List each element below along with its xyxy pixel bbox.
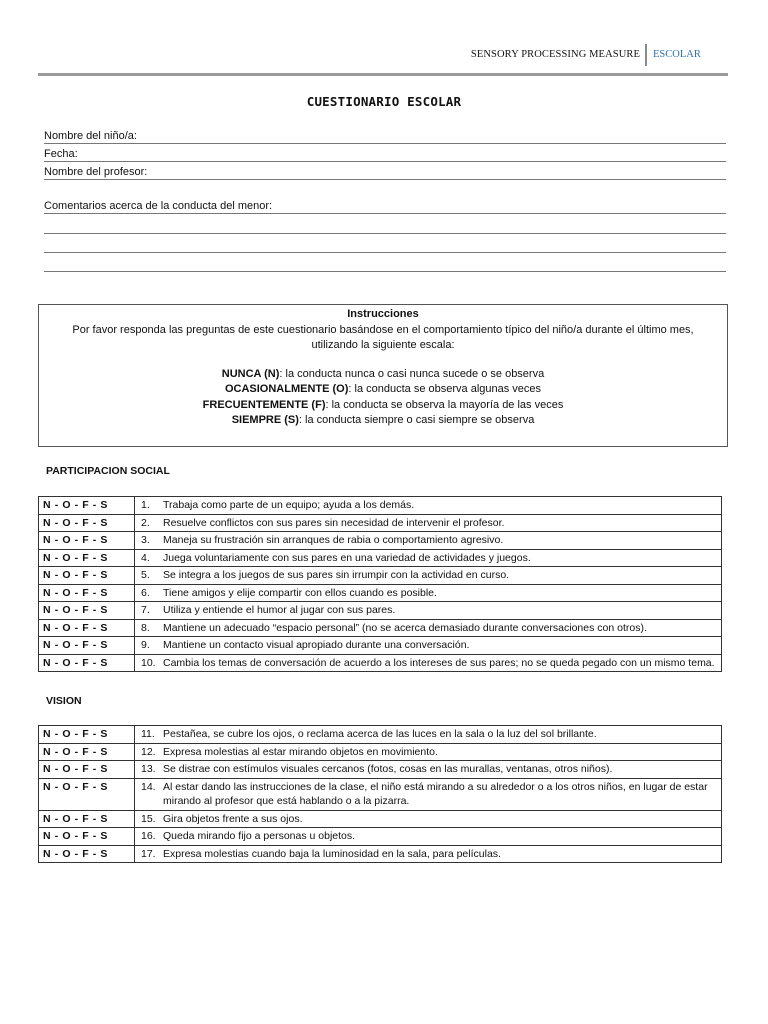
rating-scale-cell[interactable]: N - O - F - S xyxy=(39,810,135,828)
header-rule xyxy=(38,73,728,76)
question-cell xyxy=(135,514,722,532)
question-text: Expresa molestias al estar mirando objetos en movimiento. xyxy=(163,745,438,758)
table-row xyxy=(39,532,722,550)
question-text: Tiene amigos y elije compartir con ellos cuando es posible. xyxy=(163,586,437,599)
rating-scale-cell[interactable]: N - O - F - S xyxy=(39,567,135,585)
rating-scale-cell[interactable]: N - O - F - S xyxy=(39,778,135,810)
header-section: ESCOLAR xyxy=(653,49,701,60)
question-text: Gira objetos frente a sus ojos. xyxy=(163,812,303,825)
question-cell xyxy=(135,497,722,515)
rating-scale-cell[interactable]: N - O - F - S xyxy=(39,845,135,863)
instructions-title: Instrucciones xyxy=(347,308,419,320)
rating-scale-cell[interactable]: N - O - F - S xyxy=(39,602,135,620)
section-title-social: PARTICIPACION SOCIAL xyxy=(46,465,170,477)
question-text: Queda mirando fijo a personas u objetos. xyxy=(163,830,356,842)
scale-entry: SIEMPRE (S): la conducta siempre o casi siempre se observa xyxy=(231,414,535,426)
question-number: 11. xyxy=(141,728,155,740)
teacher-name-label: Nombre del profesor: xyxy=(44,166,148,178)
rating-scale-cell[interactable]: N - O - F - S xyxy=(39,497,135,515)
question-number: 7. xyxy=(141,604,150,616)
table-row xyxy=(39,778,722,810)
question-number: 12. xyxy=(141,745,156,758)
question-cell xyxy=(135,549,722,567)
question-cell xyxy=(135,743,722,761)
question-number: 15. xyxy=(141,812,156,825)
question-text: Se integra a los juegos de sus pares sin irrumpir con la actividad en curso. xyxy=(163,569,510,581)
question-cell xyxy=(135,761,722,779)
question-number: 5. xyxy=(141,569,150,581)
question-number: 14. xyxy=(141,780,156,793)
question-cell xyxy=(135,637,722,655)
question-number: 9. xyxy=(141,639,150,651)
rating-scale-cell[interactable]: N - O - F - S xyxy=(39,637,135,655)
question-number: 2. xyxy=(141,516,150,529)
section-title-vision: VISION xyxy=(46,695,82,707)
date-field[interactable] xyxy=(44,147,726,162)
child-name-label: Nombre del niño/a: xyxy=(44,130,137,142)
rating-scale-cell[interactable]: N - O - F - S xyxy=(39,761,135,779)
question-number: 16. xyxy=(141,830,156,842)
questions-table-social xyxy=(38,496,722,672)
question-cell xyxy=(135,845,722,863)
rating-scale-cell[interactable]: N - O - F - S xyxy=(39,654,135,672)
rating-scale-cell[interactable]: N - O - F - S xyxy=(39,532,135,550)
question-text: Trabaja como parte de un equipo; ayuda a los demás. xyxy=(163,499,415,511)
date-label: Fecha: xyxy=(44,148,78,160)
question-cell xyxy=(135,567,722,585)
question-number: 13. xyxy=(141,763,156,775)
comments-line[interactable] xyxy=(44,252,726,253)
question-text: Expresa molestias cuando baja la luminosidad en la sala, para películas. xyxy=(163,847,501,860)
rating-scale-cell[interactable]: N - O - F - S xyxy=(39,549,135,567)
rating-scale-cell[interactable]: N - O - F - S xyxy=(39,828,135,846)
comments-line[interactable] xyxy=(44,271,726,272)
header-title: SENSORY PROCESSING MEASURE xyxy=(470,49,640,60)
question-text: Juega voluntariamente con sus pares en una variedad de actividades y juegos. xyxy=(163,551,531,564)
question-text: Mantiene un adecuado “espacio personal” (no se acerca demasiado durante conversaciones con otros). xyxy=(163,621,647,634)
question-cell xyxy=(135,532,722,550)
rating-scale-cell[interactable]: N - O - F - S xyxy=(39,726,135,744)
table-row xyxy=(39,726,722,744)
question-cell xyxy=(135,654,722,672)
question-text: Pestañea, se cubre los ojos, o reclama acerca de las luces en la sala o la luz del sol brillante. xyxy=(163,728,597,740)
table-row xyxy=(39,810,722,828)
instructions-text: Por favor responda las preguntas de este cuestionario basándose en el comportamiento típico del niño/a durante el último mes, utilizando la siguiente escala: xyxy=(72,323,694,351)
table-row xyxy=(39,584,722,602)
question-number: 8. xyxy=(141,621,150,634)
scale-legend xyxy=(39,367,727,429)
question-text: Mantiene un contacto visual apropiado durante una conversación. xyxy=(163,639,470,651)
question-cell xyxy=(135,584,722,602)
questions-table-vision xyxy=(38,725,722,863)
table-row xyxy=(39,514,722,532)
table-row xyxy=(39,845,722,863)
rating-scale-cell[interactable]: N - O - F - S xyxy=(39,584,135,602)
header-divider xyxy=(645,44,647,66)
rating-scale-cell[interactable]: N - O - F - S xyxy=(39,619,135,637)
question-cell xyxy=(135,810,722,828)
table-row xyxy=(39,619,722,637)
question-text: Maneja su frustración sin arranques de rabia o comportamiento agresivo. xyxy=(163,534,504,546)
comments-label: Comentarios acerca de la conducta del menor: xyxy=(44,200,273,212)
scale-entry: NUNCA (N): la conducta nunca o casi nunca sucede o se observa xyxy=(221,367,545,380)
page-title: CUESTIONARIO ESCOLAR xyxy=(306,94,462,109)
table-row xyxy=(39,602,722,620)
question-number: 17. xyxy=(141,847,156,860)
scale-entry: FRECUENTEMENTE (F): la conducta se observa la mayoría de las veces xyxy=(202,398,564,411)
question-cell xyxy=(135,602,722,620)
child-name-field[interactable] xyxy=(44,129,726,144)
question-cell xyxy=(135,726,722,744)
table-row xyxy=(39,654,722,672)
question-number: 10. xyxy=(141,656,156,669)
question-cell xyxy=(135,619,722,637)
table-row xyxy=(39,567,722,585)
question-text: Utiliza y entiende el humor al jugar con sus pares. xyxy=(163,604,396,616)
question-number: 4. xyxy=(141,551,150,564)
comments-line[interactable] xyxy=(44,233,726,234)
question-text: Se distrae con estímulos visuales cercanos (fotos, cosas en las murallas, ventanas, otros niños). xyxy=(163,763,613,775)
instructions-box xyxy=(38,304,728,447)
question-cell xyxy=(135,828,722,846)
rating-scale-cell[interactable]: N - O - F - S xyxy=(39,514,135,532)
question-text: Resuelve conflictos con sus pares sin necesidad de intervenir el profesor. xyxy=(163,516,505,529)
comments-field[interactable] xyxy=(44,199,726,214)
question-number: 1. xyxy=(141,499,150,511)
table-row xyxy=(39,497,722,515)
scale-entry: OCASIONALMENTE (O): la conducta se observa algunas veces xyxy=(224,383,542,395)
rating-scale-cell[interactable]: N - O - F - S xyxy=(39,743,135,761)
question-number: 6. xyxy=(141,586,150,599)
table-row xyxy=(39,743,722,761)
table-row xyxy=(39,761,722,779)
question-cell xyxy=(135,778,722,810)
table-row xyxy=(39,637,722,655)
table-row xyxy=(39,549,722,567)
question-text: Cambia los temas de conversación de acuerdo a los intereses de sus pares; no se queda pegado con un mismo tema. xyxy=(163,656,715,669)
teacher-name-field[interactable] xyxy=(44,165,726,180)
question-text: Al estar dando las instrucciones de la clase, el niño está mirando a su alrededor o a los otros niños, en lugar de estar mirando al profesor que está hablando o a la pizarra. xyxy=(163,780,708,807)
question-number: 3. xyxy=(141,534,150,546)
table-row xyxy=(39,828,722,846)
